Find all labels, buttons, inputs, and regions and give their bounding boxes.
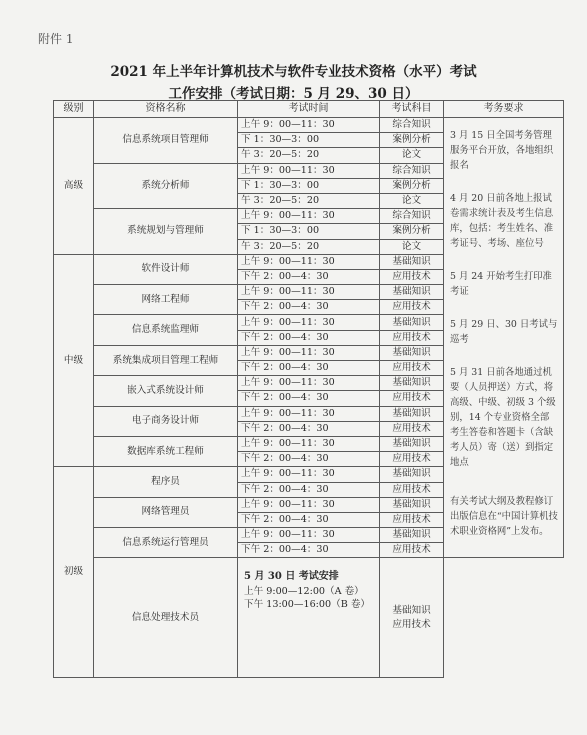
exam-subject: 应用技术 bbox=[380, 269, 444, 284]
header-level: 级别 bbox=[54, 101, 94, 118]
exam-subject: 论文 bbox=[380, 193, 444, 208]
header-qualification: 资格名称 bbox=[94, 101, 238, 118]
exam-subject: 案例分析 bbox=[380, 178, 444, 193]
header-exam-subject: 考试科目 bbox=[380, 101, 444, 118]
qualification-name: 系统集成项目管理工程师 bbox=[94, 345, 238, 375]
level-senior: 高级 bbox=[54, 118, 94, 255]
exam-subject: 论文 bbox=[380, 148, 444, 163]
exam-schedule-table bbox=[53, 100, 564, 678]
requirement-item: 5 月 31 日前各地通过机要（人员押送）方式，将高级、中级、初级 3 个级别，14 个专业资格全部考生答卷和答题卡（含缺考人员）寄（送）到指定地点 bbox=[450, 367, 556, 468]
doc-title: 2021 年上半年计算机技术与软件专业技术资格（水平）考试 bbox=[110, 64, 477, 80]
exam-subject: 综合知识 bbox=[380, 209, 444, 224]
header-exam-time: 考试时间 bbox=[238, 101, 380, 118]
qualification-name: 网络工程师 bbox=[94, 285, 238, 315]
qualification-name: 电子商务设计师 bbox=[94, 406, 238, 436]
exam-subject: 基础知识 bbox=[380, 345, 444, 360]
exam-subject: 基础知识 bbox=[380, 436, 444, 451]
exam-subject: 综合知识 bbox=[380, 118, 444, 133]
exam-subject: 基础知识 bbox=[380, 528, 444, 543]
special-schedule-title: 5 月 30 日 考试安排 bbox=[244, 571, 339, 583]
special-schedule-pm: 下午 13:00—16:00（B 卷） bbox=[244, 599, 371, 611]
attachment-label: 附件 1 bbox=[38, 32, 74, 46]
requirement-item: 5 月 29 日、30 日考试与巡考 bbox=[450, 319, 558, 345]
exam-time: 下午 2：00—4：30 bbox=[238, 330, 380, 345]
exam-subject: 综合知识 bbox=[380, 163, 444, 178]
exam-subject: 基础知识 bbox=[380, 467, 444, 482]
qualification-name: 信息系统监理师 bbox=[94, 315, 238, 345]
header-requirements: 考务要求 bbox=[444, 101, 564, 118]
requirements-cell bbox=[444, 118, 564, 558]
exam-subject: 应用技术 bbox=[380, 512, 444, 527]
qualification-name: 系统分析师 bbox=[94, 163, 238, 209]
qualification-name: 数据库系统工程师 bbox=[94, 436, 238, 466]
exam-subject: 基础知识 bbox=[380, 376, 444, 391]
requirement-item: 5 月 24 开始考生打印准考证 bbox=[450, 271, 552, 297]
requirement-item: 3 月 15 日全国考务管理服务平台开放，各地组织报名 bbox=[450, 130, 554, 171]
exam-subject: 应用技术 bbox=[380, 330, 444, 345]
exam-time: 下午 2：00—4：30 bbox=[238, 300, 380, 315]
exam-subject: 应用技术 bbox=[380, 300, 444, 315]
exam-time: 下 1：30—3：00 bbox=[238, 224, 380, 239]
exam-time: 下午 2：00—4：30 bbox=[238, 482, 380, 497]
exam-subject: 基础知识 bbox=[380, 406, 444, 421]
exam-time: 下午 2：00—4：30 bbox=[238, 421, 380, 436]
exam-subject: 基础知识 bbox=[380, 254, 444, 269]
exam-time: 上午 9：00—11：30 bbox=[238, 436, 380, 451]
exam-time: 午 3：20—5：20 bbox=[238, 193, 380, 208]
level-intermediate: 中级 bbox=[54, 254, 94, 467]
exam-time: 上午 9：00—11：30 bbox=[238, 528, 380, 543]
exam-subject: 应用技术 bbox=[380, 543, 444, 558]
exam-time: 上午 9：00—11：30 bbox=[238, 254, 380, 269]
exam-time: 下午 2：00—4：30 bbox=[238, 452, 380, 467]
exam-time: 午 3：20—5：20 bbox=[238, 239, 380, 254]
qualification-name: 网络管理员 bbox=[94, 497, 238, 527]
exam-time: 上午 9：00—11：30 bbox=[238, 406, 380, 421]
requirement-item: 有关考试大纲及教程修订出版信息在“中国计算机技术职业资格网”上发布。 bbox=[450, 496, 558, 537]
exam-time: 午 3：20—5：20 bbox=[238, 148, 380, 163]
requirement-item: 4 月 20 日前各地上报试卷需求统计表及考生信息库，包括：考生姓名、准考证号、考场、座位号 bbox=[450, 193, 554, 249]
qualification-name: 程序员 bbox=[94, 467, 238, 497]
exam-time: 下午 2：00—4：30 bbox=[238, 543, 380, 558]
exam-subject: 基础知识 bbox=[380, 315, 444, 330]
qualification-name: 信息系统运行管理员 bbox=[94, 528, 238, 558]
special-schedule bbox=[238, 558, 380, 678]
exam-subject: 基础知识 bbox=[380, 285, 444, 300]
exam-time: 下 1：30—3：00 bbox=[238, 133, 380, 148]
exam-time: 上午 9：00—11：30 bbox=[238, 315, 380, 330]
qualification-name: 系统规划与管理师 bbox=[94, 209, 238, 255]
exam-subject: 论文 bbox=[380, 239, 444, 254]
level-junior: 初级 bbox=[54, 467, 94, 678]
exam-time: 上午 9：00—11：30 bbox=[238, 376, 380, 391]
qualification-name: 信息处理技术员 bbox=[94, 558, 238, 678]
exam-time: 上午 9：00—11：30 bbox=[238, 345, 380, 360]
special-subjects bbox=[380, 558, 444, 678]
qualification-name: 嵌入式系统设计师 bbox=[94, 376, 238, 406]
exam-time: 上午 9：00—11：30 bbox=[238, 467, 380, 482]
exam-time: 下午 2：00—4：30 bbox=[238, 391, 380, 406]
exam-subject: 应用技术 bbox=[392, 618, 431, 630]
special-schedule-am: 上午 9:00—12:00（A 卷） bbox=[244, 586, 364, 598]
exam-subject: 应用技术 bbox=[380, 391, 444, 406]
exam-subject: 基础知识 bbox=[392, 604, 431, 616]
exam-subject: 应用技术 bbox=[380, 482, 444, 497]
exam-time: 下午 2：00—4：30 bbox=[238, 361, 380, 376]
exam-time: 上午 9：00—11：30 bbox=[238, 497, 380, 512]
exam-time: 上午 9：00—11：30 bbox=[238, 285, 380, 300]
exam-subject: 应用技术 bbox=[380, 452, 444, 467]
qualification-name: 软件设计师 bbox=[94, 254, 238, 284]
exam-subject: 应用技术 bbox=[380, 421, 444, 436]
exam-time: 下午 2：00—4：30 bbox=[238, 269, 380, 284]
qualification-name: 信息系统项目管理师 bbox=[94, 118, 238, 164]
doc-subtitle: 工作安排（考试日期：5 月 29、30 日） bbox=[168, 86, 419, 102]
exam-subject: 应用技术 bbox=[380, 361, 444, 376]
exam-time: 下 1：30—3：00 bbox=[238, 178, 380, 193]
exam-subject: 基础知识 bbox=[380, 497, 444, 512]
exam-subject: 案例分析 bbox=[380, 224, 444, 239]
exam-subject: 案例分析 bbox=[380, 133, 444, 148]
exam-time: 上午 9：00—11：30 bbox=[238, 163, 380, 178]
exam-time: 下午 2：00—4：30 bbox=[238, 512, 380, 527]
exam-time: 上午 9：00—11：30 bbox=[238, 118, 380, 133]
exam-time: 上午 9：00—11：30 bbox=[238, 209, 380, 224]
